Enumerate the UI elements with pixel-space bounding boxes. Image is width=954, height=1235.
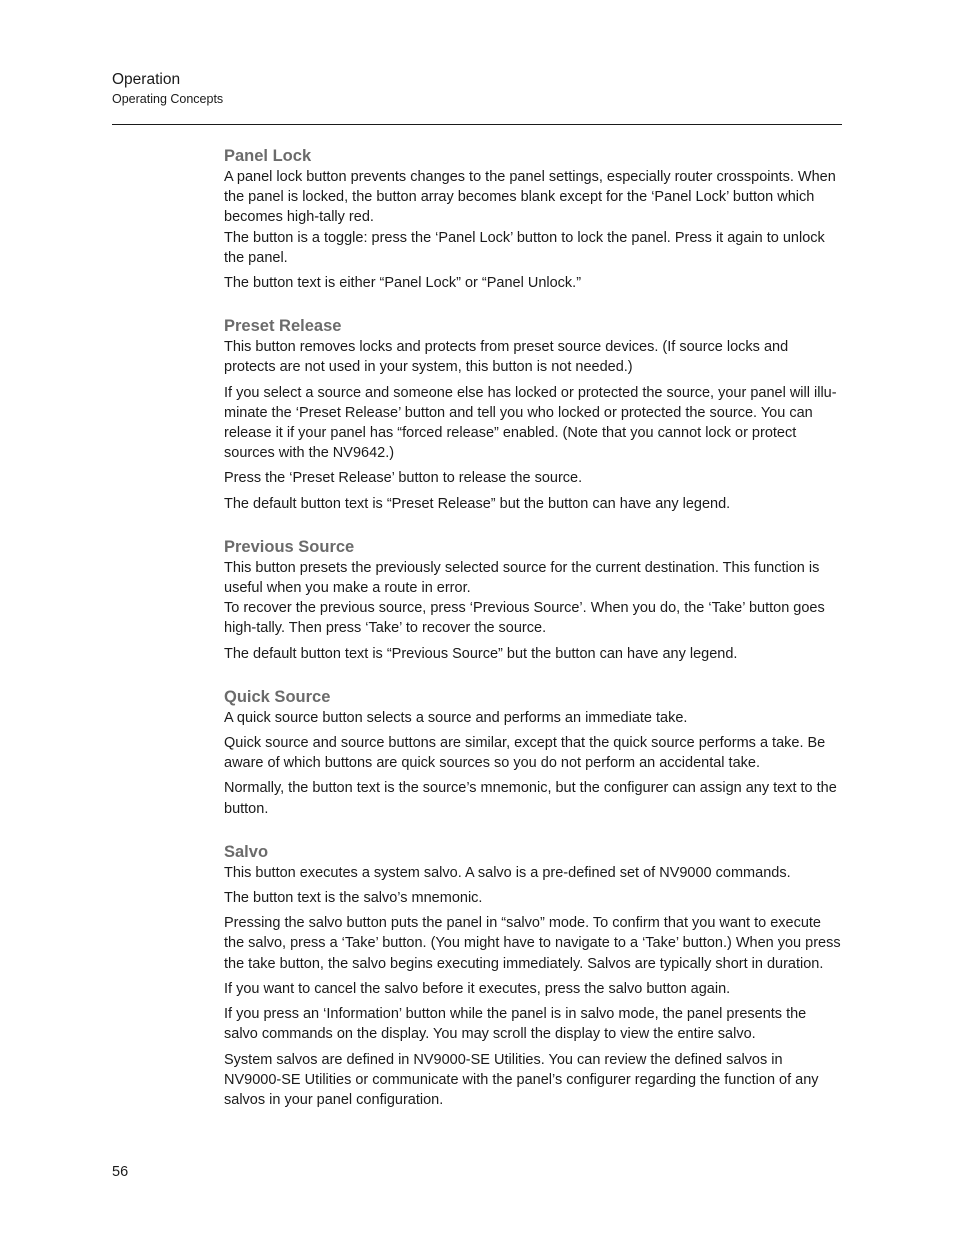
section-salvo bbox=[224, 841, 842, 1110]
paragraph: Pressing the salvo button puts the panel in “salvo” mode. To confirm that you want to execute the salvo, press a ‘Take’ button. (You might have to navigate to a ‘Take’ button.) When you press the take button, the salvo begins executing immediately. Salvos are typically short in duration. bbox=[224, 915, 841, 972]
section-heading: Previous Source bbox=[224, 537, 355, 556]
section-title: Operating Concepts bbox=[112, 92, 224, 106]
section-heading: Preset Release bbox=[224, 317, 342, 336]
paragraph: A panel lock button prevents changes to the panel settings, especially router crosspoints. When the panel is locked, the button array becomes blank except for the ‘Panel Lock’ button which becomes high-tally red. bbox=[224, 169, 836, 226]
section-heading: Panel Lock bbox=[224, 147, 312, 165]
section-quick-source bbox=[224, 686, 842, 819]
section-heading: Salvo bbox=[224, 842, 269, 861]
paragraph: If you select a source and someone else has locked or protected the source, your panel will illu-minate the ‘Preset Release’ button and tell you who locked or protected the source. You can release it if your panel has “forced release” enabled. (Note that you cannot lock or protect sources with the NV9642.) bbox=[224, 384, 837, 462]
paragraph: The button text is the salvo’s mnemonic. bbox=[224, 890, 483, 907]
paragraph: A quick source button selects a source and performs an immediate take. bbox=[224, 709, 688, 726]
section-panel-lock bbox=[224, 145, 842, 293]
section-preset-release bbox=[224, 315, 842, 514]
paragraph: This button removes locks and protects from preset source devices. (If source locks and protects are not used in your system, this button is not needed.) bbox=[224, 339, 789, 376]
header-rule bbox=[112, 124, 842, 125]
section-heading: Quick Source bbox=[224, 687, 331, 706]
paragraph: The default button text is “Previous Source” but the button can have any legend. bbox=[224, 645, 738, 662]
paragraph: To recover the previous source, press ‘Previous Source’. When you do, the ‘Take’ button goes high-tally. Then press ‘Take’ to recover the source. bbox=[224, 600, 825, 637]
paragraph: Press the ‘Preset Release’ button to release the source. bbox=[224, 470, 583, 487]
paragraph: The button is a toggle: press the ‘Panel Lock’ button to lock the panel. Press it again to unlock the panel. bbox=[224, 229, 825, 266]
chapter-title: Operation bbox=[112, 71, 181, 88]
running-header bbox=[112, 70, 223, 108]
paragraph: If you press an ‘Information’ button while the panel is in salvo mode, the panel presents the salvo commands on the display. You may scroll the display to view the entire salvo. bbox=[224, 1006, 807, 1043]
paragraph: If you want to cancel the salvo before it executes, press the salvo button again. bbox=[224, 980, 731, 997]
paragraph: The button text is either “Panel Lock” or “Panel Unlock.” bbox=[224, 275, 582, 292]
paragraph: Normally, the button text is the source’s mnemonic, but the configurer can assign any text to the button. bbox=[224, 780, 837, 817]
section-previous-source bbox=[224, 536, 842, 664]
paragraph: The default button text is “Preset Release” but the button can have any legend. bbox=[224, 495, 731, 512]
paragraph: This button presets the previously selected source for the current destination. This function is useful when you make a route in error. bbox=[224, 559, 820, 597]
page-body bbox=[224, 145, 842, 1132]
paragraph: System salvos are defined in NV9000-SE Utilities. You can review the defined salvos in NV9000-SE Utilities or communicate with the panel’s configurer regarding the function of any salvos in your panel configuration. bbox=[224, 1051, 819, 1108]
paragraph: This button executes a system salvo. A salvo is a pre-defined set of NV9000 commands. bbox=[224, 864, 791, 881]
paragraph: Quick source and source buttons are similar, except that the quick source performs a take. Be aware of which buttons are quick sources so you do not perform an accidental take. bbox=[224, 735, 826, 772]
page-number: 56 bbox=[112, 1164, 129, 1180]
